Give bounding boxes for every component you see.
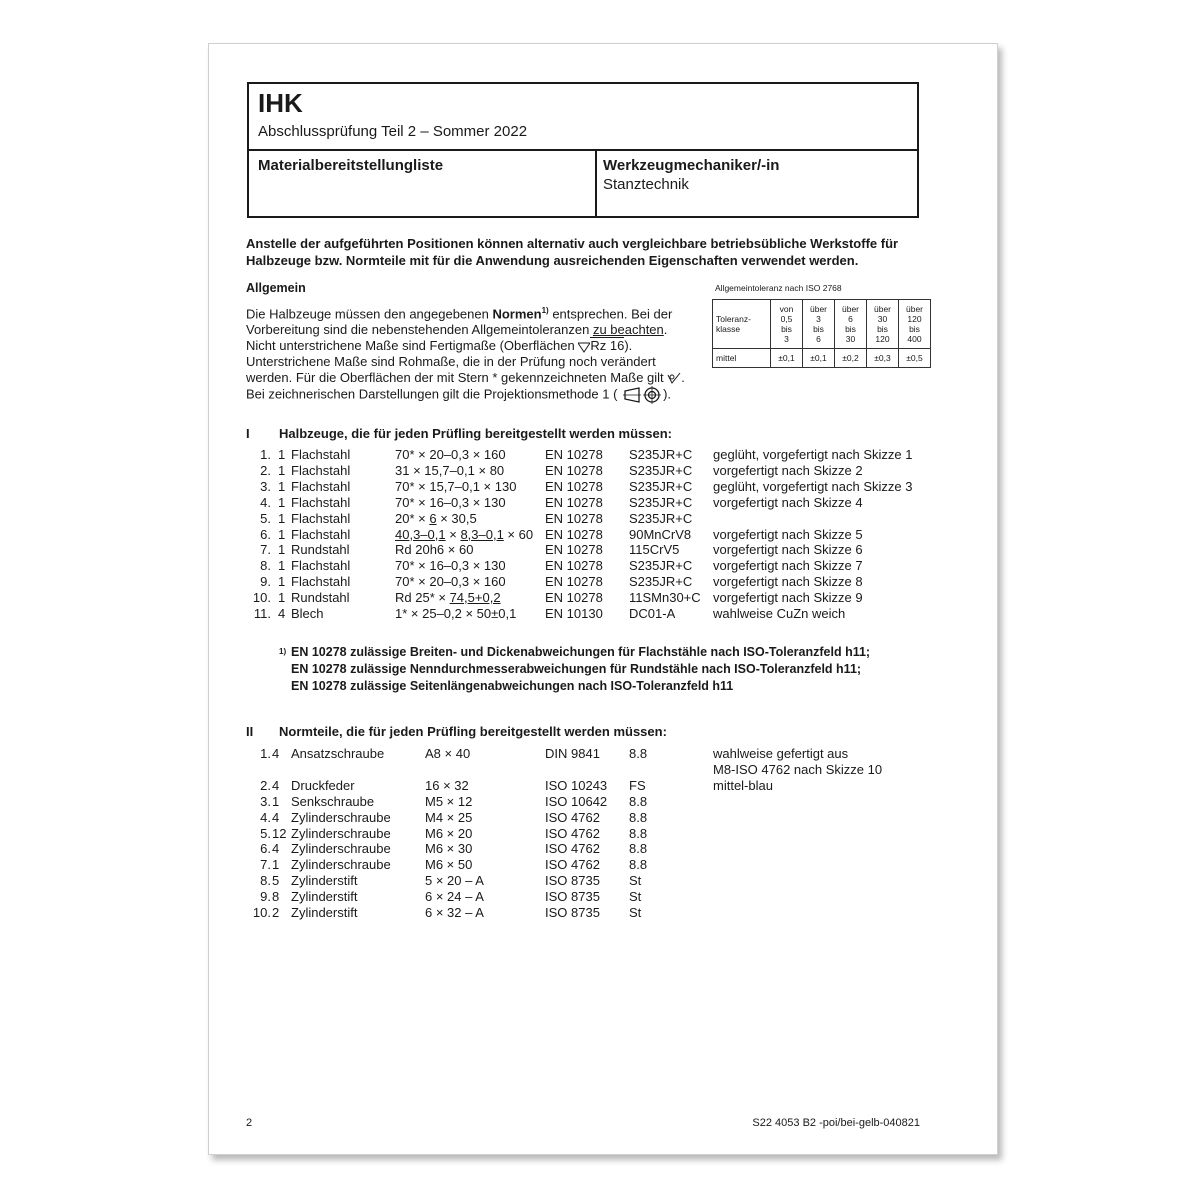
- document-title: Materialbereitstellungliste: [258, 157, 444, 174]
- item-norm: ISO 8735: [545, 889, 600, 905]
- item-material: S235JR+C: [629, 574, 693, 590]
- item-note: vorgefertigt nach Skizze 4: [713, 494, 863, 510]
- item-quantity: 1: [278, 590, 286, 606]
- item-norm: EN 10278: [545, 574, 603, 590]
- item-dimension: Rd 20h6 × 60: [395, 542, 474, 558]
- item-name: Ansatzschraube: [291, 746, 385, 761]
- item-material: S235JR+C: [629, 478, 693, 494]
- item-quantity: 1: [278, 478, 286, 494]
- item-dimension: 70* × 20–0,3 × 160: [395, 447, 506, 462]
- item-material: 8.8: [629, 841, 648, 857]
- item-norm: EN 10278: [545, 590, 603, 606]
- item-name: Rundstahl: [291, 542, 350, 558]
- item-quantity: 8: [272, 889, 280, 905]
- item-dimension: 1* × 25–0,2 × 50±0,1: [395, 606, 517, 621]
- item-material: 8.8: [629, 825, 648, 841]
- footnote-line: EN 10278 zulässige Seitenlängenabweichungen nach ISO-Toleranzfeld h11: [291, 679, 734, 693]
- item-norm: EN 10278: [545, 447, 603, 462]
- intro-line: Anstelle der aufgeführten Positionen können alternativ auch vergleichbare betriebsübliche Werkstoffe für: [246, 236, 899, 251]
- tolerance-table: [712, 299, 931, 368]
- item-quantity: 1: [278, 542, 286, 558]
- item-name: Blech: [291, 606, 324, 621]
- item-number: 6.: [260, 841, 271, 857]
- item-norm: EN 10130: [545, 606, 603, 621]
- dimension-part: 6: [429, 510, 437, 526]
- intro-text: [246, 235, 926, 269]
- item-norm: EN 10278: [545, 462, 603, 478]
- item-material: St: [629, 889, 642, 905]
- item-material: 8.8: [629, 746, 648, 761]
- item-name: Zylinderschraube: [291, 857, 391, 873]
- item-dimension: 6 × 24 – A: [425, 889, 484, 905]
- item-material: FS: [629, 777, 646, 793]
- intro-line: Halbzeuge bzw. Normteile mit für die Anwendung ausreichenden Eigenschaften verwendet werden.: [246, 253, 859, 268]
- list-item: [209, 905, 989, 921]
- list-item: [209, 527, 989, 543]
- item-note: geglüht, vorgefertigt nach Skizze 1: [713, 447, 913, 462]
- item-note: vorgefertigt nach Skizze 5: [713, 526, 863, 542]
- footnote-line: EN 10278 zulässige Nenndurchmesserabweichungen für Rundstähle nach ISO-Toleranzfeld h11;: [291, 662, 862, 676]
- item-dimension: M5 × 12: [425, 793, 473, 809]
- range-header-cell: von 0,5 bis 3: [771, 300, 803, 349]
- list-item: [209, 542, 989, 558]
- item-norm: EN 10278: [545, 478, 603, 494]
- item-material: 8.8: [629, 793, 648, 809]
- item-number: 5.: [260, 825, 271, 841]
- list-item: [209, 873, 989, 889]
- dimension-part: 40,3–0,1: [395, 526, 446, 542]
- tolerance-value-cell: ±0,3: [867, 349, 899, 368]
- item-quantity: 1: [278, 574, 286, 590]
- document-page: [208, 43, 998, 1155]
- paragraph-line: werden. Für die Oberflächen der mit Stern * gekennzeichneten Maße gilt .: [246, 370, 685, 386]
- item-norm: ISO 4762: [545, 809, 600, 825]
- item-number: 7.: [260, 542, 271, 558]
- item-quantity: 4: [272, 777, 280, 793]
- item-note: vorgefertigt nach Skizze 9: [713, 590, 863, 606]
- item-note: vorgefertigt nach Skizze 2: [713, 462, 863, 478]
- header-right-cell: [597, 151, 919, 218]
- item-quantity: 1: [278, 526, 286, 542]
- item-dimension: [395, 527, 533, 543]
- paragraph-line: Die Halbzeuge müssen den angegebenen Normen$^{1)}$ entsprechen. Bei der: [246, 306, 673, 322]
- item-number: 1.: [260, 447, 271, 462]
- footnote-marker: 1): [279, 647, 287, 656]
- allgemein-heading: Allgemein: [246, 281, 306, 295]
- item-dimension: M6 × 30: [425, 841, 473, 857]
- tolerance-value-cell: ±0,2: [835, 349, 867, 368]
- header-top: [249, 84, 917, 151]
- item-quantity: 4: [272, 809, 280, 825]
- dimension-part: 8,3–0,1: [460, 526, 504, 542]
- item-quantity: 5: [272, 873, 280, 889]
- item-name: Flachstahl: [291, 494, 351, 510]
- item-name: Flachstahl: [291, 558, 351, 574]
- item-material: 11SMn30+C: [629, 590, 701, 606]
- item-dimension: 70* × 16–0,3 × 130: [395, 558, 506, 574]
- org-name: IHK: [258, 88, 303, 118]
- item-quantity: 1: [272, 793, 280, 809]
- tolerance-value-cell: ±0,5: [899, 349, 931, 368]
- item-note: mittel-blau: [713, 777, 773, 793]
- item-number: 8.: [260, 873, 271, 889]
- list-item: [209, 889, 989, 905]
- dimension-part: 74,5+0,2: [449, 590, 501, 606]
- item-name: Zylinderstift: [291, 873, 358, 889]
- range-header-cell: über 120 bis 400: [899, 300, 931, 349]
- paragraph-line: Vorbereitung sind die nebenstehenden Allgemeintoleranzen zu beachten.: [246, 322, 668, 338]
- item-dimension: M4 × 25: [425, 809, 473, 825]
- item-quantity: 1: [278, 447, 286, 462]
- item-material: 8.8: [629, 857, 648, 873]
- item-dimension: [395, 590, 501, 606]
- item-norm: ISO 10243: [545, 777, 608, 793]
- item-quantity: 4: [272, 746, 280, 761]
- item-material: S235JR+C: [629, 447, 693, 462]
- item-name: Flachstahl: [291, 526, 351, 542]
- list-item: [209, 479, 989, 495]
- item-dimension: A8 × 40: [425, 746, 471, 761]
- dimension-part: × 30,5: [436, 510, 477, 526]
- item-norm: ISO 4762: [545, 857, 600, 873]
- specialty-title: Stanztechnik: [603, 176, 689, 193]
- item-number: 11.: [253, 606, 271, 621]
- section-2-title: Normteile, die für jeden Prüfling bereitgestellt werden müssen:: [279, 724, 667, 739]
- item-dimension: M6 × 20: [425, 825, 473, 841]
- item-material: 90MnCrV8: [629, 526, 692, 542]
- list-item: [209, 746, 989, 777]
- section-1-title: Halbzeuge, die für jeden Prüfling bereitgestellt werden müssen:: [279, 426, 672, 441]
- surface-symbol-icon: [578, 341, 590, 353]
- item-quantity: 1: [278, 494, 286, 510]
- list-item: [209, 857, 989, 873]
- list-item: [209, 841, 989, 857]
- list-item: [209, 778, 989, 794]
- footnote: [279, 644, 870, 695]
- dimension-part: 20* ×: [395, 510, 430, 526]
- list-item: [209, 511, 989, 527]
- item-name: Zylinderschraube: [291, 809, 391, 825]
- item-name: Flachstahl: [291, 462, 351, 478]
- item-dimension: 16 × 32: [425, 777, 469, 793]
- tolerance-value-cell: ±0,1: [771, 349, 803, 368]
- item-dimension: 6 × 32 – A: [425, 905, 484, 920]
- item-dimension: M6 × 50: [425, 857, 473, 873]
- item-norm: ISO 8735: [545, 873, 600, 889]
- item-note-line-2: M8-ISO 4762 nach Skizze 10: [713, 762, 883, 777]
- page-number: 2: [246, 1117, 253, 1129]
- item-quantity: 1: [272, 857, 280, 873]
- item-norm: DIN 9841: [545, 746, 600, 761]
- item-norm: EN 10278: [545, 542, 603, 558]
- item-material: S235JR+C: [629, 510, 693, 526]
- item-material: 8.8: [629, 809, 648, 825]
- dimension-part: Rd 25* ×: [395, 590, 450, 606]
- item-number: 2.: [260, 777, 271, 793]
- item-number: 4.: [260, 494, 271, 510]
- list-item: [209, 606, 989, 622]
- surface-check-icon: [667, 372, 681, 385]
- item-norm: ISO 8735: [545, 905, 600, 920]
- item-dimension: 70* × 16–0,3 × 130: [395, 494, 506, 510]
- list-item: [209, 463, 989, 479]
- item-number: 6.: [260, 526, 271, 542]
- allgemein-paragraph: [246, 303, 696, 404]
- list-item: [209, 810, 989, 826]
- tolerance-value-row: [713, 349, 931, 368]
- section-1-number: I: [246, 426, 250, 441]
- header-left-cell: [249, 151, 597, 218]
- item-quantity: 1: [278, 510, 286, 526]
- item-note: wahlweise CuZn weich: [713, 606, 846, 621]
- item-note: vorgefertigt nach Skizze 7: [713, 558, 863, 574]
- item-name: Rundstahl: [291, 590, 350, 606]
- item-dimension: 70* × 20–0,3 × 160: [395, 574, 506, 590]
- item-number: 2.: [260, 462, 271, 478]
- item-name: Senkschraube: [291, 793, 375, 809]
- item-norm: ISO 4762: [545, 841, 600, 857]
- item-note: vorgefertigt nach Skizze 8: [713, 574, 863, 590]
- section-2-number: II: [246, 724, 254, 739]
- item-norm: EN 10278: [545, 510, 603, 526]
- item-material: St: [629, 873, 642, 889]
- item-norm: EN 10278: [545, 494, 603, 510]
- tolerance-value-cell: ±0,1: [803, 349, 835, 368]
- item-name: Druckfeder: [291, 777, 355, 793]
- tolerance-caption: Allgemeintoleranz nach ISO 2768: [715, 283, 842, 293]
- item-name: Zylinderstift: [291, 889, 358, 905]
- item-material: S235JR+C: [629, 494, 693, 510]
- item-note: geglüht, vorgefertigt nach Skizze 3: [713, 478, 913, 494]
- item-name: Flachstahl: [291, 478, 351, 494]
- item-number: 10.: [252, 905, 271, 920]
- footnote-line: EN 10278 zulässige Breiten- und Dickenabweichungen für Flachstähle nach ISO-Toleranzfeld h11;: [291, 645, 871, 659]
- item-number: 7.: [260, 857, 271, 873]
- item-quantity: 4: [272, 841, 280, 857]
- item-quantity: 12: [272, 825, 287, 841]
- paragraph-line: Unterstrichene Maße sind Rohmaße, die in der Prüfung noch verändert: [246, 354, 656, 370]
- item-quantity: 1: [278, 462, 286, 478]
- projection-method-icon: [621, 386, 663, 404]
- item-norm: EN 10278: [545, 558, 603, 574]
- item-material: S235JR+C: [629, 558, 693, 574]
- item-note: wahlweise gefertigt aus: [713, 746, 849, 761]
- class-label-cell: mittel: [713, 349, 771, 368]
- list-item: [209, 794, 989, 810]
- exam-title: Abschlussprüfung Teil 2 – Sommer 2022: [258, 123, 528, 140]
- paragraph-line: Bei zeichnerischen Darstellungen gilt die Projektionsmethode 1 ( ).: [246, 386, 696, 404]
- item-material: S235JR+C: [629, 462, 693, 478]
- item-material: St: [629, 905, 642, 920]
- item-dimension: 70* × 15,7–0,1 × 130: [395, 478, 517, 494]
- item-number: 9.: [260, 889, 271, 905]
- item-note: vorgefertigt nach Skizze 6: [713, 542, 863, 558]
- item-number: 5.: [260, 510, 271, 526]
- dimension-part: ×: [445, 526, 461, 542]
- class-header-cell: Toleranz- klasse: [713, 300, 771, 349]
- list-item: [209, 447, 989, 463]
- list-item: [209, 558, 989, 574]
- item-number: 10.: [252, 590, 271, 606]
- item-quantity: 2: [272, 905, 280, 920]
- item-number: 3.: [260, 793, 271, 809]
- list-item: [209, 590, 989, 606]
- item-number: 1.: [260, 746, 271, 761]
- range-header-cell: über 3 bis 6: [803, 300, 835, 349]
- item-norm: EN 10278: [545, 526, 603, 542]
- profession-title: Werkzeugmechaniker/-in: [603, 157, 780, 174]
- list-item: [209, 495, 989, 511]
- item-material: 115CrV5: [629, 542, 680, 558]
- item-dimension: 5 × 20 – A: [425, 873, 484, 889]
- item-name: Zylinderschraube: [291, 841, 391, 857]
- list-item: [209, 574, 989, 590]
- dimension-part: × 60: [503, 526, 534, 542]
- item-name: Zylinderschraube: [291, 825, 391, 841]
- item-number: 4.: [260, 809, 271, 825]
- item-dimension: [395, 511, 477, 527]
- document-code: S22 4053 B2 -poi/bei-gelb-040821: [752, 1117, 920, 1129]
- item-name: Flachstahl: [291, 574, 351, 590]
- range-header-cell: über 30 bis 120: [867, 300, 899, 349]
- item-quantity: 4: [278, 606, 286, 621]
- item-number: 8.: [260, 558, 271, 574]
- item-name: Zylinderstift: [291, 905, 358, 920]
- paragraph-line: Nicht unterstrichene Maße sind Fertigmaße (Oberflächen Rz 16).: [246, 338, 633, 354]
- header-box: [247, 82, 919, 218]
- item-number: 3.: [260, 478, 271, 494]
- item-number: 9.: [260, 574, 271, 590]
- item-dimension: 31 × 15,7–0,1 × 80: [395, 462, 505, 478]
- item-name: Flachstahl: [291, 510, 351, 526]
- list-item: [209, 826, 989, 842]
- item-norm: ISO 4762: [545, 825, 600, 841]
- item-material: DC01-A: [629, 606, 676, 621]
- item-name: Flachstahl: [291, 447, 351, 462]
- item-quantity: 1: [278, 558, 286, 574]
- item-norm: ISO 10642: [545, 793, 608, 809]
- range-header-cell: über 6 bis 30: [835, 300, 867, 349]
- tolerance-header-row: [713, 300, 931, 349]
